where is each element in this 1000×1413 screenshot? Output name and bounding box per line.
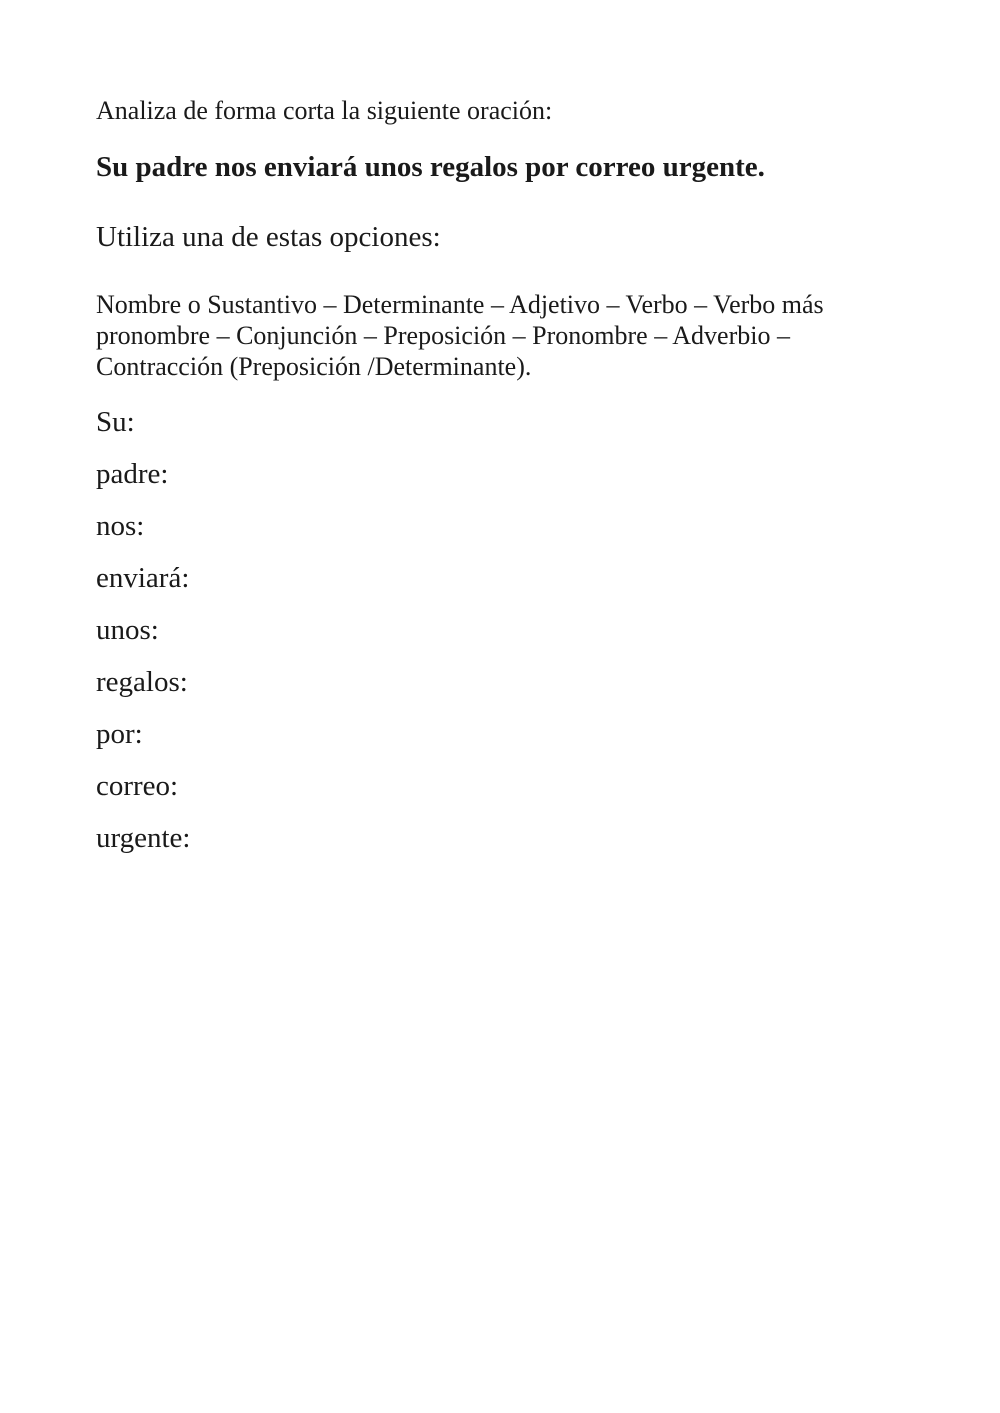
word-item-urgente: urgente: [96,822,191,854]
sentence-to-analyze: Su padre nos enviará unos regalos por correo urgente. [96,151,765,183]
word-item-por: por: [96,718,143,750]
word-item-nos: nos: [96,510,145,542]
word-item-correo: correo: [96,770,179,802]
word-item-regalos: regalos: [96,666,188,698]
instruction-text: Analiza de forma corta la siguiente oración: [96,96,553,125]
word-item-padre: padre: [96,458,169,490]
word-list [96,404,191,872]
options-list-text: Nombre o Sustantivo – Determinante – Adjetivo – Verbo – Verbo más pronombre – Conjunción – Preposición – Pronombre – Adverbio – Contracción (Preposición /Determinante). [96,290,824,381]
word-item-unos: unos: [96,614,159,646]
word-item-su: Su: [96,406,135,438]
word-item-enviara: enviará: [96,562,190,594]
options-heading: Utiliza una de estas opciones: [96,221,441,253]
